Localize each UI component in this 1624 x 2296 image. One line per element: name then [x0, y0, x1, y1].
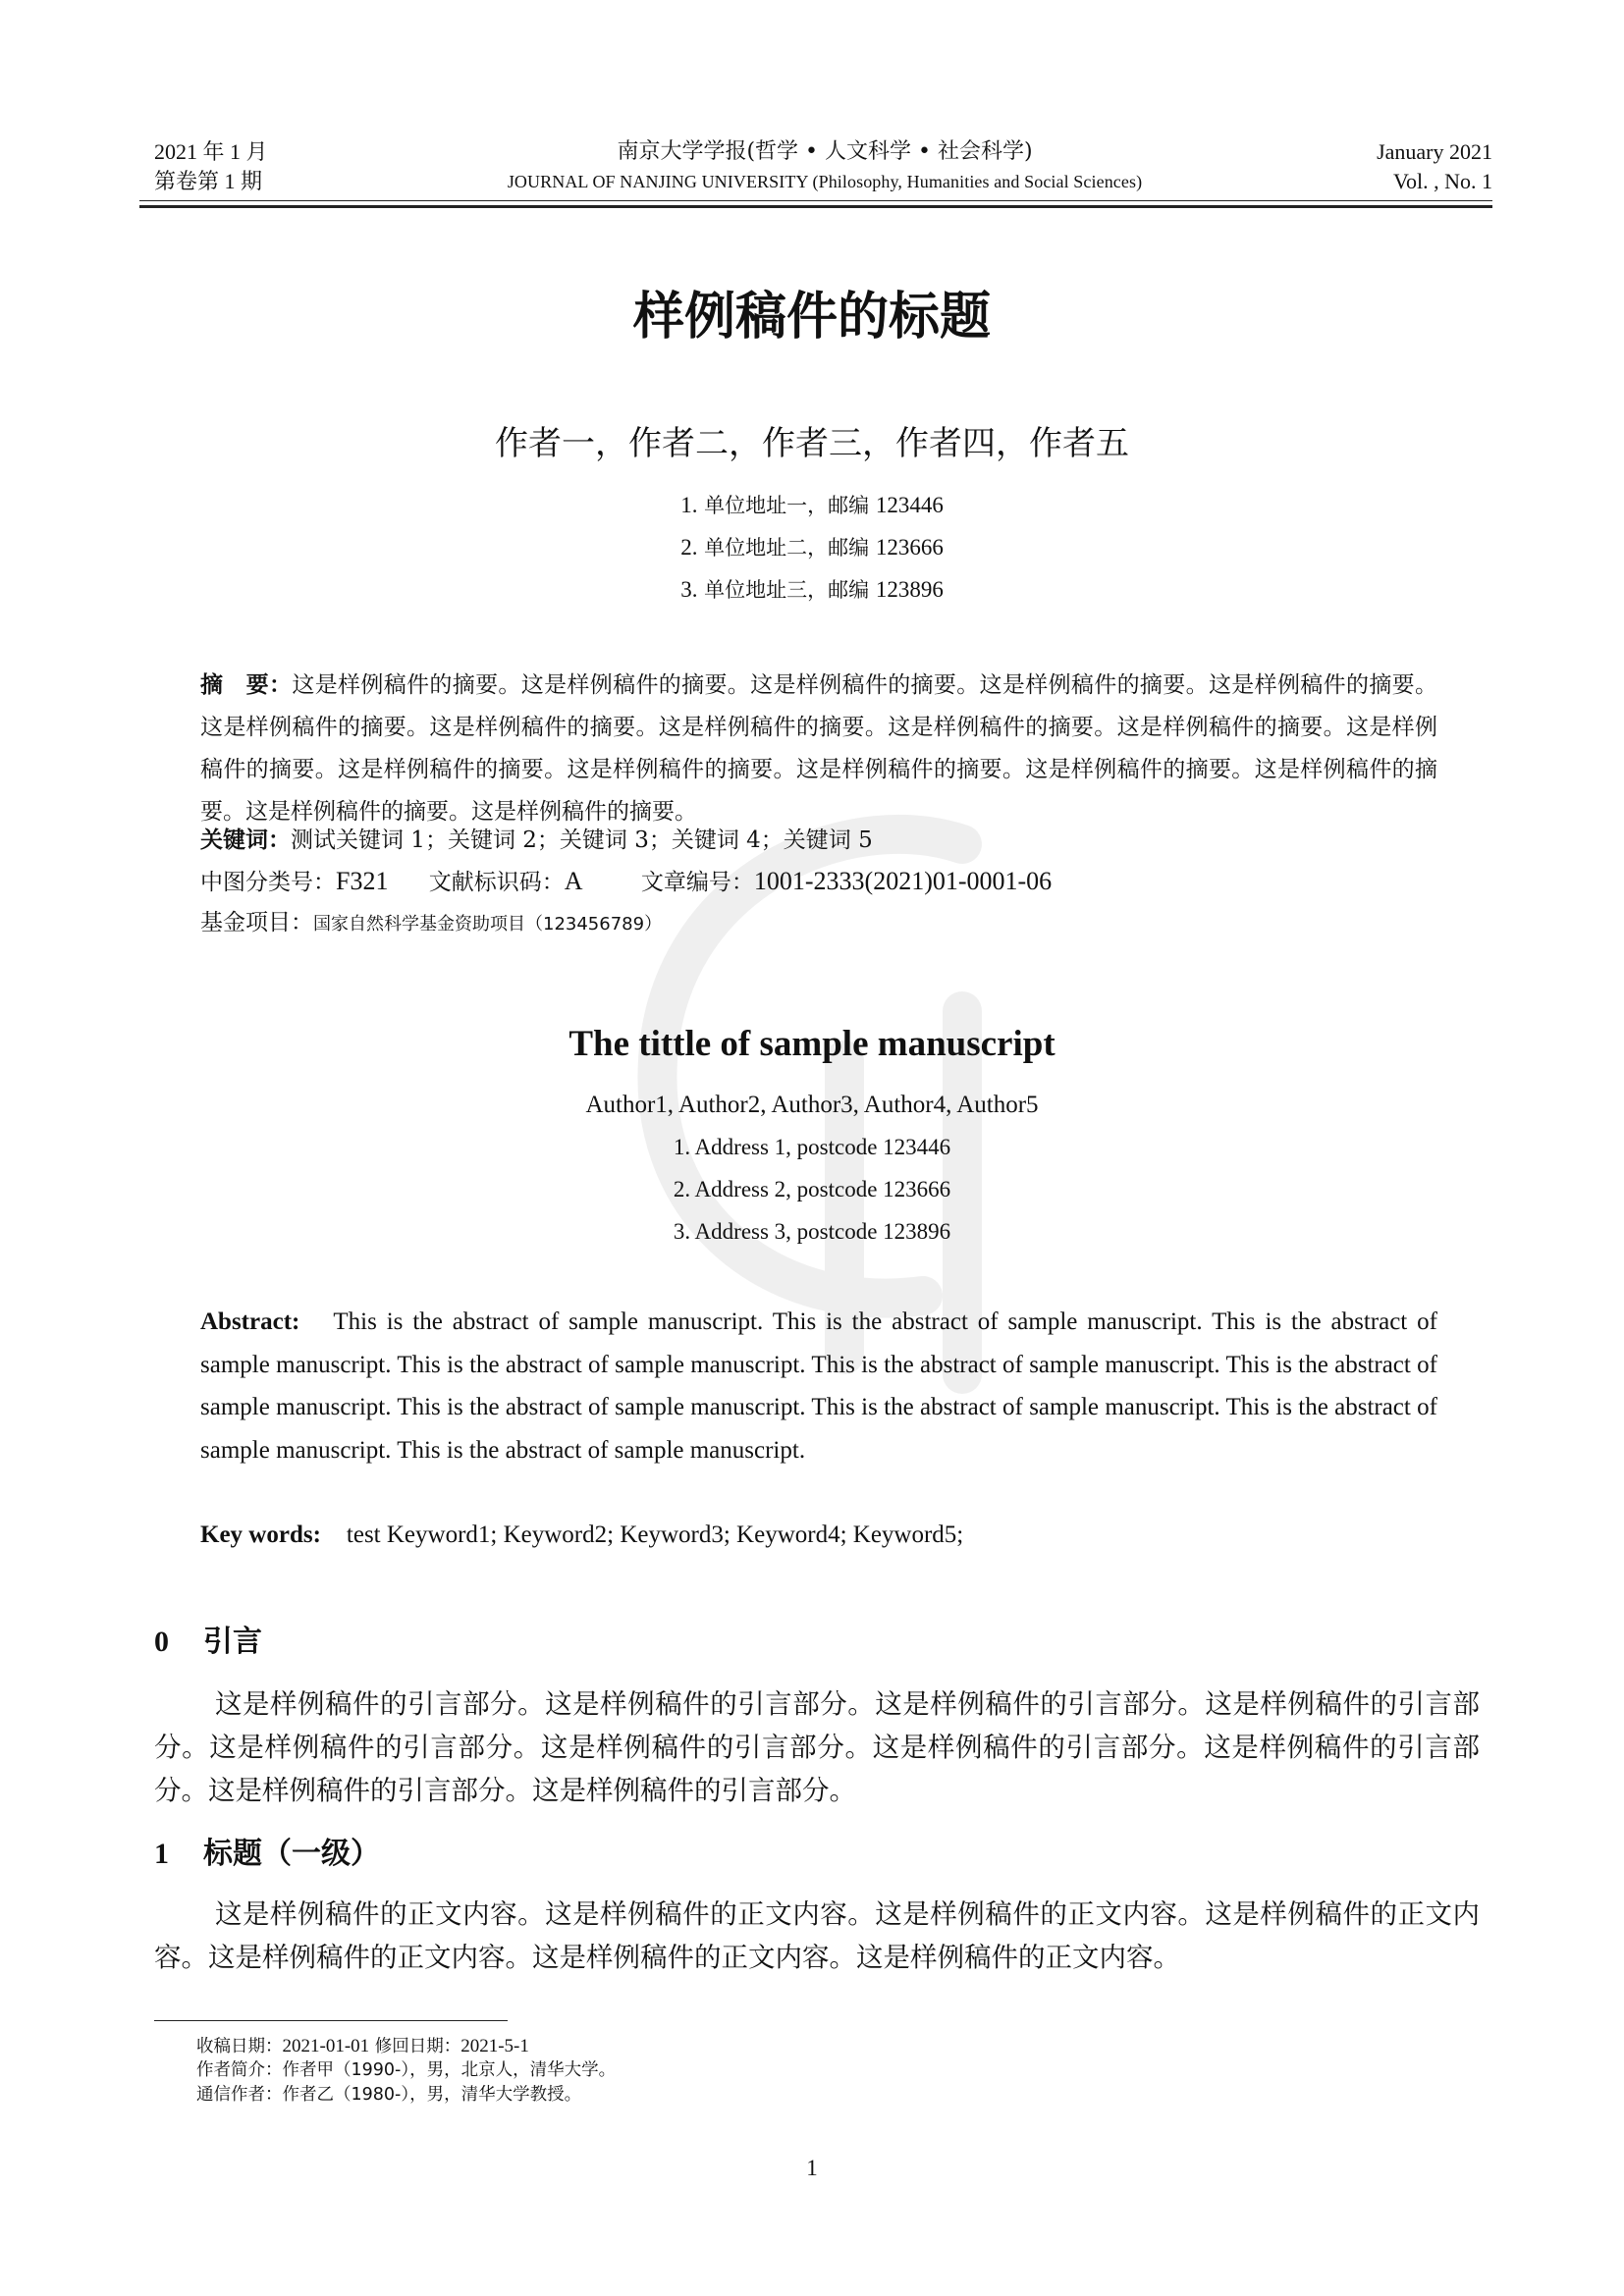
doc-code-label: 文献标识码：: [428, 870, 565, 895]
keywords-en: [200, 1516, 963, 1555]
section-body-0: 这是样例稿件的引言部分。这是样例稿件的引言部分。这是样例稿件的引言部分。这是样例稿件的引言部分。这是样例稿件的引言部分。这是样例稿件的引言部分。这是样例稿件的引言部分。这是样例稿件的引言部分。这是样例稿件的引言部分。这是样例稿件的引言部分。: [154, 1688, 1480, 1806]
header-left: [154, 137, 268, 196]
clc-label: 中图分类号：: [200, 870, 336, 895]
header-center: [393, 137, 1257, 196]
abstract-en: [200, 1301, 1437, 1471]
header-right: [1377, 137, 1492, 196]
article-no-value: 1001-2333(2021)01-0001-06: [753, 867, 1053, 895]
abstract-cn-label: 摘 要：: [200, 672, 293, 698]
header-issue-cn: 第卷第 1 期: [154, 169, 263, 193]
section-heading-0: [154, 1620, 262, 1665]
article-no-label: 文章编号：: [640, 870, 754, 895]
section-number: 1: [154, 1838, 169, 1870]
paper-title-cn: 样例稿件的标题: [632, 288, 991, 347]
header-issue-en: Vol. , No. 1: [1392, 169, 1492, 193]
header-rule-thick: [139, 205, 1492, 208]
fund-line: [200, 903, 662, 944]
journal-name-cn: 南京大学学报(哲学 • 人文科学 • 社会科学): [617, 139, 1033, 164]
affiliation-en-2: 2. Address 2, postcode 123666: [673, 1177, 951, 1201]
footnote-rule: [154, 2020, 508, 2021]
abstract-cn-text: 这是样例稿件的摘要。这是样例稿件的摘要。这是样例稿件的摘要。这是样例稿件的摘要。这是样例稿件的摘要。这是样例稿件的摘要。这是样例稿件的摘要。这是样例稿件的摘要。这是样例稿件的摘要。这是样例稿件的摘要。这是样例稿件的摘要。这是样例稿件的摘要。这是样例稿件的摘要。这是样例稿件的摘要。这是样例稿件的摘要。这是样例稿件的摘要。这是样例稿件的摘要。这是样例稿件的摘要。: [200, 672, 1438, 825]
paper-title-en: The tittle of sample manuscript: [568, 1024, 1056, 1064]
affiliation-cn-3: 3. 单位地址三，邮编 123896: [680, 577, 944, 602]
section-heading-1: [154, 1832, 380, 1877]
keywords-en-label: Key words:: [200, 1522, 321, 1548]
keywords-cn-text: 测试关键词 1；关键词 2；关键词 3；关键词 4；关键词 5: [291, 828, 873, 853]
keywords-cn: [200, 821, 873, 860]
header-rule-thin: [139, 200, 1492, 201]
affiliation-cn-1: 1. 单位地址一，邮编 123446: [680, 493, 944, 517]
section-title: 引言: [203, 1625, 262, 1659]
section-title: 标题（一级）: [203, 1837, 380, 1871]
clc-value: F321: [336, 867, 389, 895]
keywords-cn-label: 关键词：: [200, 828, 291, 853]
authors-en: Author1, Author2, Author3, Author4, Author5: [585, 1092, 1039, 1118]
keywords-en-text: test Keyword1; Keyword2; Keyword3; Keyword4; Keyword5;: [346, 1522, 964, 1548]
doc-code-value: A: [564, 867, 583, 895]
footnote-author-bio: 作者简介：作者甲（1990-），男，北京人，清华大学。: [196, 2060, 617, 2080]
abstract-en-text: This is the abstract of sample manuscript. This is the abstract of sample manuscript. This is the abstract of sample manuscript. This is the abstract of sample manuscript. This is the abstract of sample manuscript. This is the abstract of sample manuscript. This is the abstract of sample manuscript. This is the abstract of sample manuscript. This is the abstract of sample manuscript. This is the abstract of sample manuscript.: [200, 1308, 1437, 1464]
authors-cn: 作者一，作者二，作者三，作者四，作者五: [495, 424, 1129, 463]
section-number: 0: [154, 1626, 169, 1658]
footnote-corresponding: 通信作者：作者乙（1980-），男，清华大学教授。: [196, 2085, 582, 2105]
affiliation-en-1: 1. Address 1, postcode 123446: [673, 1135, 951, 1159]
header-date-cn: 2021 年 1 月: [154, 139, 268, 164]
journal-name-en: JOURNAL OF NANJING UNIVERSITY (Philosophy, Humanities and Social Sciences): [507, 172, 1143, 191]
affiliation-en-3: 3. Address 3, postcode 123896: [673, 1219, 951, 1244]
abstract-cn: [200, 665, 1437, 833]
fund-label: 基金项目：: [200, 910, 313, 935]
affiliation-cn-2: 2. 单位地址二，邮编 123666: [680, 535, 944, 560]
abstract-en-label: Abstract:: [200, 1308, 300, 1335]
page-number: 1: [806, 2156, 818, 2180]
section-body-1: 这是样例稿件的正文内容。这是样例稿件的正文内容。这是样例稿件的正文内容。这是样例稿件的正文内容。这是样例稿件的正文内容。这是样例稿件的正文内容。这是样例稿件的正文内容。: [154, 1898, 1480, 1973]
footnote-dates: 收稿日期：2021-01-01 修回日期：2021-5-1: [196, 2036, 529, 2056]
fund-text: 国家自然科学基金资助项目（123456789）: [313, 914, 663, 934]
header-date-en: January 2021: [1377, 139, 1492, 164]
classification-line: [200, 862, 1052, 902]
